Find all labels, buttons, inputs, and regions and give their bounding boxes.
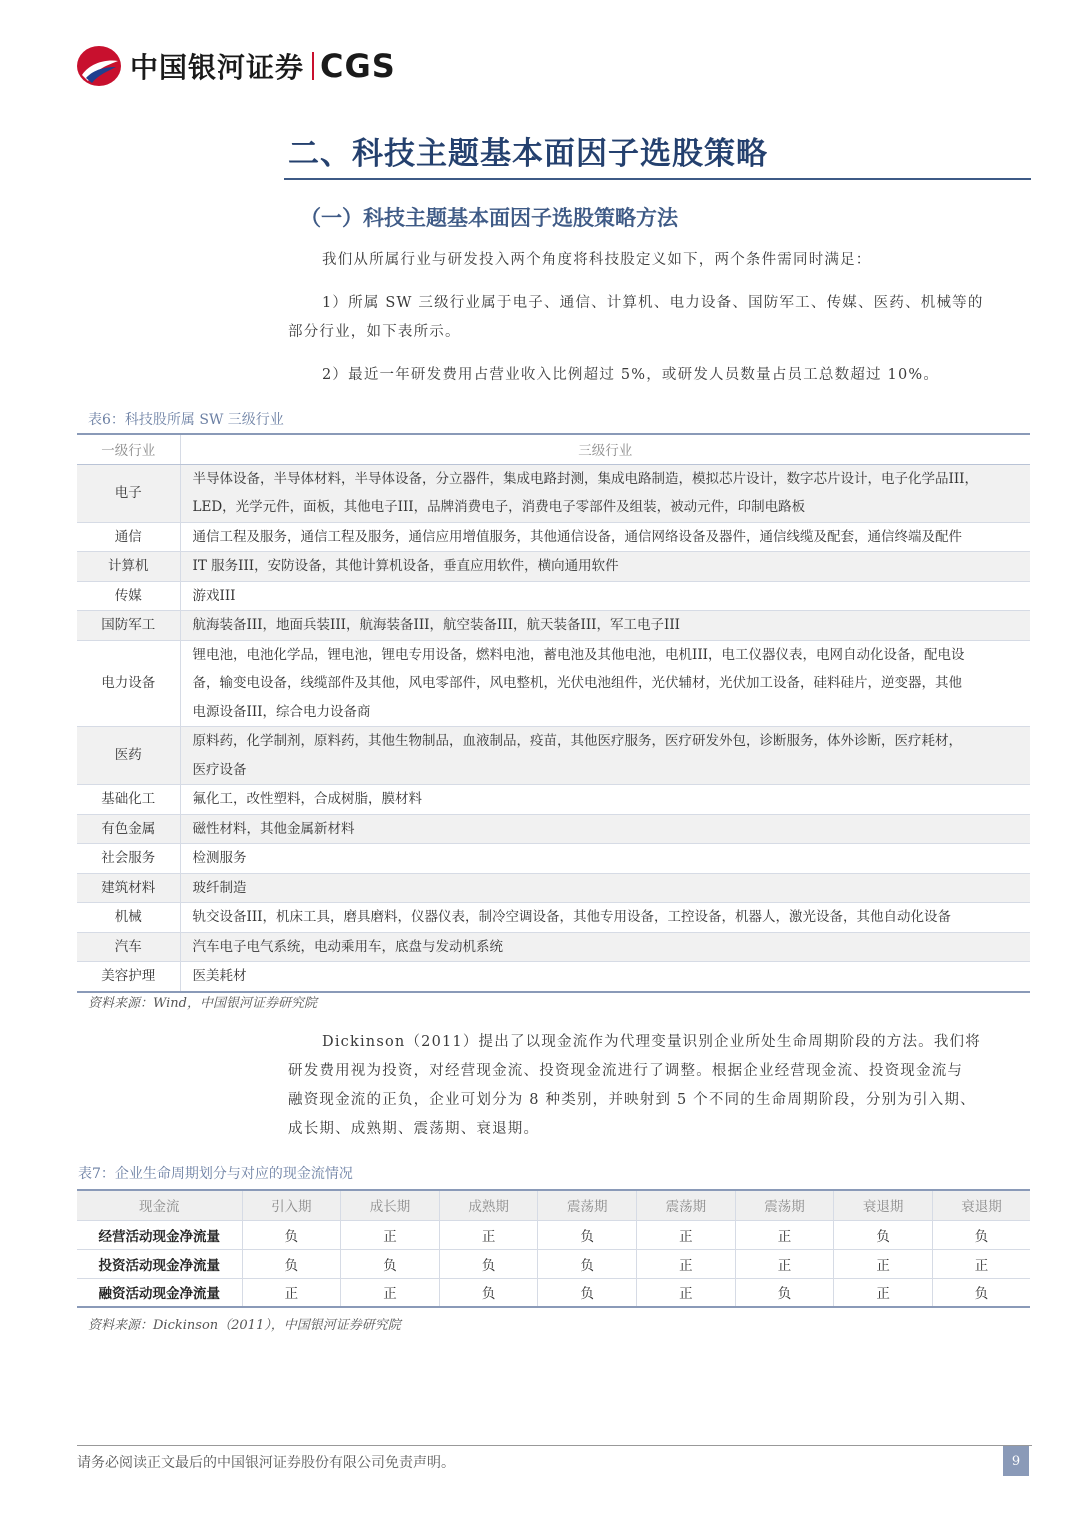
column-header: 引入期 [242, 1190, 341, 1220]
table-row [77, 611, 1030, 641]
cashflow-sign-cell: 正 [242, 1278, 341, 1307]
column-header: 现金流 [77, 1190, 242, 1220]
cashflow-sign-cell: 负 [834, 1220, 933, 1249]
paragraph-dickinson-line2: 研发费用视为投资，对经营现金流、投资现金流进行了调整。根据企业经营现金流、投资现金流与 [288, 1063, 964, 1079]
column-header: 三级行业 [180, 434, 1030, 464]
industry-level1-cell: 医药 [77, 727, 180, 785]
lifecycle-table [77, 1189, 1030, 1308]
paragraph-dickinson-line1: Dickinson（2011）提出了以现金流作为代理变量识别企业所处生命周期阶段的方法。我们将 [322, 1034, 981, 1050]
industry-level3-line: IT 服务III，安防设备，其他计算机设备，垂直应用软件，横向通用软件 [192, 558, 619, 574]
industry-level3-cell [180, 932, 1030, 962]
paragraph-definition-intro: 我们从所属行业与研发投入两个角度将科技股定义如下，两个条件需同时满足： [322, 252, 872, 268]
table-row [77, 581, 1030, 611]
paragraph-condition-1-line1: 1）所属 SW 三级行业属于电子、通信、计算机、电力设备、国防军工、传媒、医药、机械等的 [322, 295, 984, 311]
industry-level3-line: 轨交设备III，机床工具，磨具磨料，仪器仪表，制冷空调设备，其他专用设备，工控设备，机器人，激光设备，其他自动化设备 [192, 909, 951, 925]
industry-level3-cell [180, 727, 1030, 785]
footer-divider [77, 1445, 1032, 1446]
table-row [77, 552, 1030, 582]
paragraph-dickinson-line3: 融资现金流的正负，企业可划分为 8 种类别，并映射到 5 个不同的生命周期阶段，分别为引入期、 [288, 1092, 976, 1108]
table-row [77, 640, 1030, 727]
industry-level3-line: 通信工程及服务，通信工程及服务，通信应用增值服务，其他通信设备，通信网络设备及器件，通信线缆及配套，通信终端及配件 [192, 528, 962, 545]
paragraph-dickinson-line4: 成长期、成熟期、震荡期、衰退期。 [288, 1121, 540, 1137]
industry-level3-line: 氟化工，改性塑料，合成树脂，膜材料 [192, 791, 422, 807]
cashflow-label-cell: 融资活动现金净流量 [77, 1278, 242, 1307]
table-header-row [77, 434, 1030, 464]
industry-level3-line: 游戏III [192, 587, 236, 604]
industry-level3-line: 磁性材料，其他金属新材料 [192, 820, 355, 837]
cashflow-sign-cell: 正 [341, 1220, 440, 1249]
logo-cn-text: 中国银河证券 [130, 51, 305, 84]
cashflow-sign-cell: 正 [341, 1278, 440, 1307]
paragraph-condition-1-line2: 部分行业，如下表所示。 [288, 324, 461, 340]
cashflow-sign-cell: 负 [341, 1249, 440, 1278]
industry-level1-cell: 基础化工 [77, 785, 180, 815]
column-header: 成长期 [341, 1190, 440, 1220]
column-header: 一级行业 [77, 434, 180, 464]
industry-level1-cell: 电子 [77, 464, 180, 522]
cashflow-sign-cell: 正 [637, 1278, 736, 1307]
subsection-title: （一）科技主题基本面因子选股策略方法 [300, 205, 678, 230]
cashflow-sign-cell: 正 [834, 1249, 933, 1278]
section-title: 二、科技主题基本面因子选股策略 [288, 136, 768, 172]
table-row [77, 873, 1030, 903]
table-row [77, 464, 1030, 522]
cashflow-sign-cell: 正 [735, 1220, 834, 1249]
industry-level3-line: 航海装备III，地面兵装III，航海装备III，航空装备III，航天装备III，军工电子III [192, 617, 680, 633]
table-row [77, 785, 1030, 815]
cashflow-sign-cell: 负 [538, 1220, 637, 1249]
table-header-row [77, 1190, 1030, 1220]
table-row [77, 727, 1030, 785]
cashflow-sign-cell: 负 [242, 1249, 341, 1278]
cashflow-sign-cell: 正 [439, 1220, 538, 1249]
cashflow-sign-cell: 正 [735, 1249, 834, 1278]
industry-level1-cell: 通信 [77, 522, 180, 552]
cashflow-sign-cell: 正 [637, 1220, 736, 1249]
industry-level3-cell [180, 844, 1030, 874]
column-header: 震荡期 [735, 1190, 834, 1220]
column-header: 震荡期 [538, 1190, 637, 1220]
column-header: 衰退期 [932, 1190, 1030, 1220]
cashflow-sign-cell: 正 [834, 1278, 933, 1307]
page-number: 9 [1003, 1446, 1029, 1476]
cashflow-label-cell: 经营活动现金净流量 [77, 1220, 242, 1249]
table-row [77, 1220, 1030, 1249]
table-row [77, 962, 1030, 992]
table-row [77, 1249, 1030, 1278]
logo-en-text: CGS [320, 47, 396, 85]
title-divider [284, 178, 1031, 180]
cashflow-sign-cell: 负 [735, 1278, 834, 1307]
industry-level1-cell: 汽车 [77, 932, 180, 962]
industry-level3-cell [180, 962, 1030, 992]
table-row [77, 903, 1030, 933]
industry-level3-line: 检测服务 [192, 850, 247, 866]
footer-disclaimer: 请务必阅读正文最后的中国银河证券股份有限公司免责声明。 [77, 1455, 455, 1471]
industry-level3-line: 原料药，化学制剂，原料药，其他生物制品，血液制品，疫苗，其他医疗服务，医疗研发外包，诊断服务，体外诊断，医疗耗材， [192, 733, 962, 749]
table6-caption: 表6：科技股所属 SW 三级行业 [88, 412, 284, 428]
industry-level3-cell [180, 785, 1030, 815]
industry-level3-cell [180, 552, 1030, 582]
industry-level1-cell: 国防军工 [77, 611, 180, 641]
cashflow-sign-cell: 负 [439, 1278, 538, 1307]
industry-level1-cell: 机械 [77, 903, 180, 933]
industry-level3-line: 电源设备III，综合电力设备商 [192, 703, 371, 720]
industry-level1-cell: 传媒 [77, 581, 180, 611]
industry-level1-cell: 电力设备 [77, 640, 180, 727]
table-row [77, 814, 1030, 844]
industry-level3-cell [180, 522, 1030, 552]
industry-level3-line: 备，输变电设备，线缆部件及其他，风电零部件，风电整机，光伏电池组件，光伏辅材，光伏加工设备，硅料硅片，逆变器，其他 [192, 675, 962, 691]
table-row [77, 522, 1030, 552]
cashflow-sign-cell: 负 [439, 1249, 538, 1278]
cashflow-sign-cell: 负 [932, 1278, 1030, 1307]
table-row [77, 844, 1030, 874]
industry-level1-cell: 社会服务 [77, 844, 180, 874]
industry-level3-line: 玻纤制造 [192, 879, 247, 896]
industry-level3-cell [180, 611, 1030, 641]
industry-level1-cell: 美容护理 [77, 962, 180, 992]
column-header: 成熟期 [439, 1190, 538, 1220]
industry-table [77, 433, 1030, 993]
table7-caption: 表7：企业生命周期划分与对应的现金流情况 [78, 1166, 353, 1182]
industry-level3-cell [180, 903, 1030, 933]
industry-level3-line: 医美耗材 [192, 968, 247, 984]
cgs-logo-icon [76, 45, 122, 87]
industry-level1-cell: 建筑材料 [77, 873, 180, 903]
logo-divider [312, 52, 314, 80]
industry-level3-line: 医疗设备 [192, 761, 247, 778]
table7-source: 资料来源：Dickinson（2011），中国银河证券研究院 [88, 1318, 401, 1333]
cashflow-sign-cell: 负 [242, 1220, 341, 1249]
cashflow-sign-cell: 负 [538, 1249, 637, 1278]
table6-source: 资料来源：Wind，中国银河证券研究院 [88, 996, 317, 1011]
brand-logo [76, 44, 396, 88]
industry-level3-cell [180, 873, 1030, 903]
industry-level3-line: LED，光学元件，面板，其他电子III，品牌消费电子，消费电子零部件及组装，被动元件，印制电路板 [192, 499, 806, 515]
industry-level3-cell [180, 581, 1030, 611]
cashflow-sign-cell: 正 [637, 1249, 736, 1278]
column-header: 衰退期 [834, 1190, 933, 1220]
industry-level3-cell [180, 814, 1030, 844]
industry-level3-cell [180, 464, 1030, 522]
industry-level3-line: 半导体设备，半导体材料，半导体设备，分立器件，集成电路封测，集成电路制造，模拟芯片设计，数字芯片设计，电子化学品III， [192, 470, 978, 487]
industry-level1-cell: 有色金属 [77, 814, 180, 844]
cashflow-label-cell: 投资活动现金净流量 [77, 1249, 242, 1278]
table-row [77, 1278, 1030, 1307]
paragraph-condition-2: 2）最近一年研发费用占营业收入比例超过 5%，或研发人员数量占员工总数超过 10%。 [322, 367, 940, 383]
cashflow-sign-cell: 正 [932, 1249, 1030, 1278]
industry-level3-line: 汽车电子电气系统，电动乘用车，底盘与发动机系统 [192, 938, 503, 955]
cashflow-sign-cell: 负 [538, 1278, 637, 1307]
table-row [77, 932, 1030, 962]
cashflow-sign-cell: 负 [932, 1220, 1030, 1249]
industry-level1-cell: 计算机 [77, 552, 180, 582]
industry-level3-cell [180, 640, 1030, 727]
industry-level3-line: 锂电池，电池化学品，锂电池，锂电专用设备，燃料电池，蓄电池及其他电池，电机III，电工仪器仪表，电网自动化设备，配电设 [192, 646, 965, 663]
column-header: 震荡期 [637, 1190, 736, 1220]
